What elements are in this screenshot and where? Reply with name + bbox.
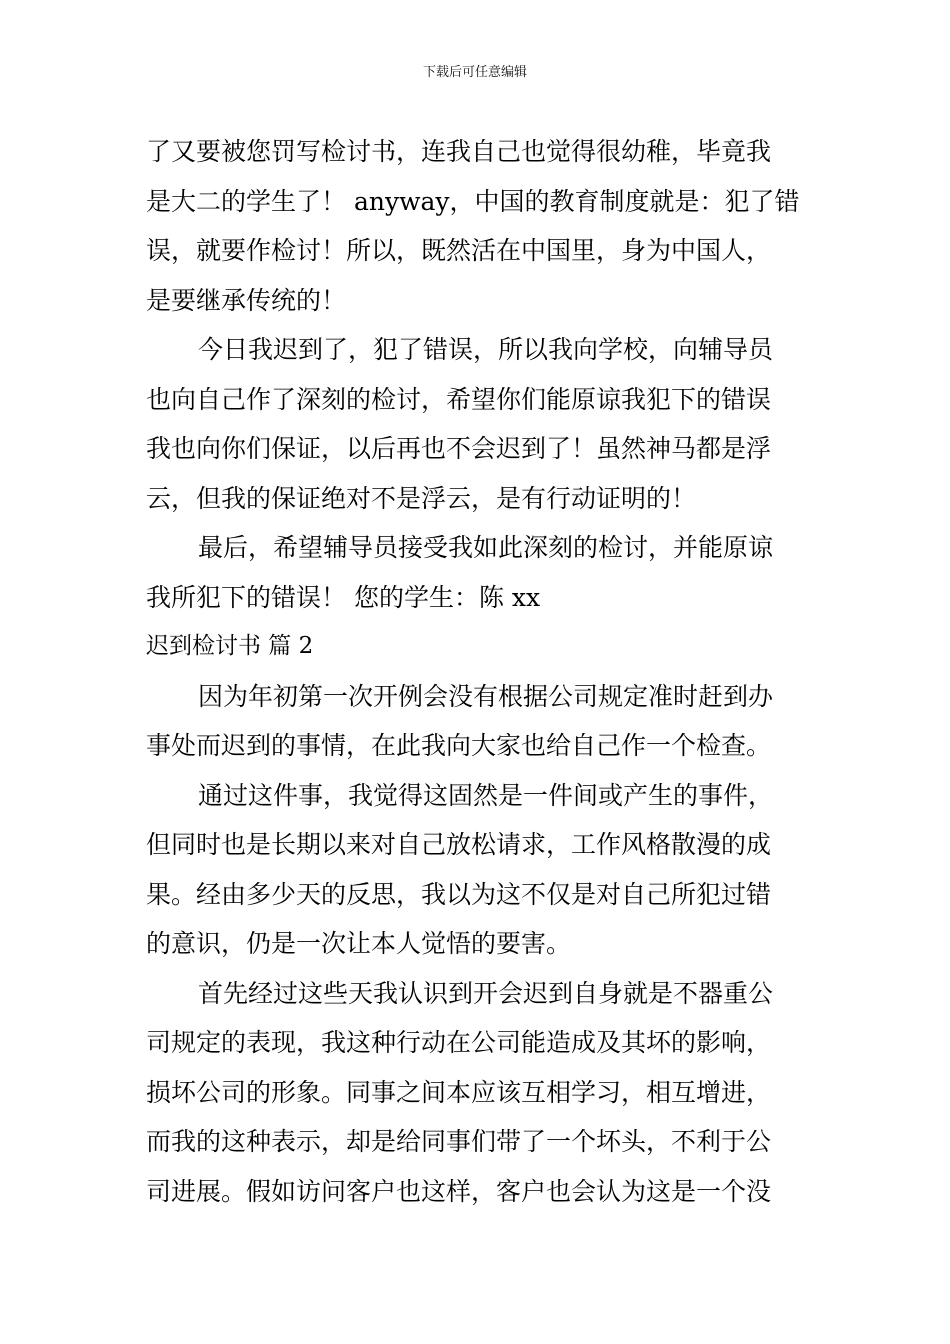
text-line: 云，但我的保证绝对不是浮云，是有行动证明的！ — [146, 483, 697, 513]
text-line: 首先经过这些天我认识到开会迟到自身就是不器重公 — [198, 978, 774, 1008]
text-line: 误，就要作检讨！所以，既然活在中国里，身为中国人， — [146, 236, 772, 265]
text-line: 事处而迟到的事情，在此我向大家也给自己作一个检查。 — [146, 731, 772, 760]
text-line: 我也向你们保证，以后再也不会迟到了！虽然神马都是浮 — [146, 434, 772, 463]
text-line: 最后，希望辅导员接受我如此深刻的检讨，并能原谅 — [198, 533, 774, 562]
page-header: 下载后可任意编辑 — [422, 65, 527, 80]
text-line: 的意识，仍是一次让本人觉悟的要害。 — [146, 929, 572, 958]
text-line: 今日我迟到了，犯了错误，所以我向学校，向辅导员 — [198, 335, 774, 364]
section-heading: 迟到检讨书 篇 2 — [146, 633, 314, 659]
text-line: 但同时也是长期以来对自己放松请求，工作风格散漫的成 — [146, 830, 772, 859]
text-line: 果。经由多少天的反思，我以为这不仅是对自己所犯过错 — [146, 879, 772, 909]
text-line: 通过这件事，我觉得这固然是一件间或产生的事件， — [198, 780, 774, 810]
text-line: 了又要被您罚写检讨书，连我自己也觉得很幼稚，毕竟我 — [146, 137, 772, 166]
document-body — [146, 127, 816, 1216]
text-line: 也向自己作了深刻的检讨，希望你们能原谅我犯下的错误 — [146, 384, 772, 414]
text-line: 是要继承传统的！ — [146, 285, 347, 315]
text-line: 因为年初第一次开例会没有根据公司规定准时赶到办 — [198, 681, 774, 711]
text-line: 而我的这种表示，却是给同事们带了一个坏头，不利于公 — [146, 1127, 772, 1156]
text-line: 是大二的学生了！ anyway，中国的教育制度就是：犯了错 — [146, 186, 800, 216]
text-line: 司规定的表现，我这种行动在公司能造成及其坏的影响， — [146, 1028, 772, 1057]
text-line: 我所犯下的错误！ 您的学生：陈 xx — [146, 582, 541, 612]
text-line: 损坏公司的形象。同事之间本应该互相学习，相互增进， — [146, 1077, 772, 1107]
text-line: 司进展。假如访问客户也这样，客户也会认为这是一个没 — [146, 1176, 772, 1206]
